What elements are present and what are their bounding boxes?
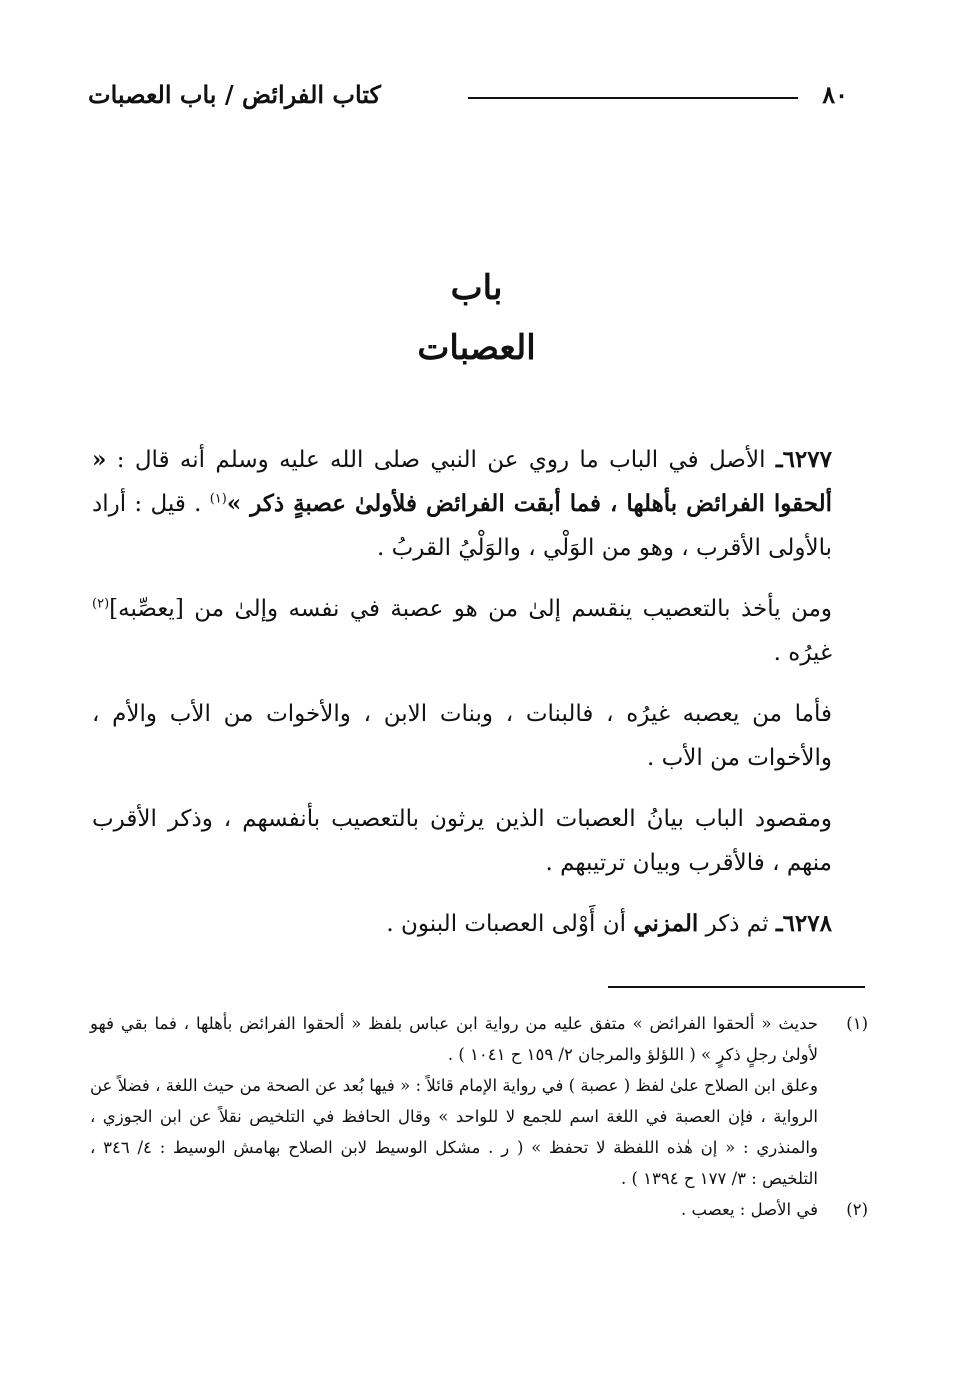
footnote-body xyxy=(90,1194,818,1225)
footnote-body xyxy=(90,1008,818,1194)
footnotes xyxy=(90,1008,868,1225)
chapter-heading-line1: باب xyxy=(450,268,503,308)
footnote-text: حديث « ألحقوا الفرائض » متفق عليه من رواية ابن عباس بلفظ « ألحقوا الفرائض بأهلها ، فما بقي فهو لأولىٰ رجلٍ ذكرٍ » ( اللؤلؤ والمرجان ٢/ ١٥٩ ح ١٠٤١ ) . xyxy=(90,1014,818,1064)
footnote-1 xyxy=(90,1008,868,1194)
footnote-mark: (٢) xyxy=(846,1200,868,1219)
footnote-ref-1[interactable]: (١) xyxy=(209,491,227,507)
running-title: كتاب الفرائض / باب العصبات xyxy=(88,80,381,109)
footnote-separator xyxy=(608,986,865,988)
footnote-ref-2[interactable]: (٢) xyxy=(92,596,110,612)
paragraph-tail: أن أَوْلى العصبات البنون . xyxy=(386,911,634,937)
footnote-2 xyxy=(90,1194,868,1225)
header-rule xyxy=(468,97,798,99)
issue-number: ٦٢٧٨ـ xyxy=(775,910,832,937)
paragraph-6277 xyxy=(92,438,832,570)
issue-number: ٦٢٧٧ـ xyxy=(775,446,832,473)
page-number: ٨٠ xyxy=(822,80,848,109)
paragraph-tail: غيرُه . xyxy=(773,640,832,666)
paragraph-taasib xyxy=(92,587,832,675)
chapter-heading-line2: العصبات xyxy=(417,328,536,368)
footnote-text-continued: وعلق ابن الصلاح علىٰ لفظ ( عصبة ) في رواية الإمام قائلاً : « فيها بُعد عن الصحة من حيث اللغة ، فضلاً عن الرواية ، فإن العصبة في اللغة اسم للجمع لا للواحد » وقال الحافظ في التلخيص نقلاً عن ابن الجوزي ، والمنذري : « إن هٰذه اللفظة لا تحفظ » ( ر . مشكل الوسيط لابن الصلاح بهامش الوسيط : ٤/ ٣٤٦ ، التلخيص : ٣/ ١٧٧ ح ١٣٩٤ ) . xyxy=(90,1076,818,1188)
paragraph-tail: . قيل : أراد بالأولى الأقرب ، وهو من الوَلْي ، والوَلْيُ القربُ . xyxy=(92,491,832,561)
page-header xyxy=(88,80,848,120)
paragraph-text: ومن يأخذ بالتعصيب ينقسم إلىٰ من هو عصبة في نفسه وإلىٰ من [يعصِّبه] xyxy=(109,596,832,622)
paragraph-banat: فأما من يعصبه غيرُه ، فالبنات ، وبنات الابن ، والأخوات من الأب والأم ، والأخوات من الأب . xyxy=(92,701,832,771)
paragraph-lead: ثم ذكر xyxy=(698,911,776,937)
hadith-quote: « ألحقوا الفرائض بأهلها ، فما أبقت الفرائض فلأولىٰ عصبةٍ ذكر » xyxy=(92,446,832,517)
footnote-text: في الأصل : يعصب . xyxy=(681,1200,818,1219)
paragraph-lead: الأصل في الباب ما روي عن النبي صلى الله عليه وسلم أنه قال : xyxy=(106,447,776,473)
paragraph-maqsud: ومقصود الباب بيانُ العصبات الذين يرثون بالتعصيب بأنفسهم ، وذكر الأقرب منهم ، فالأقرب وبيان ترتيبهم . xyxy=(92,806,832,876)
footnote-mark: (١) xyxy=(846,1014,868,1033)
chapter-heading xyxy=(0,258,953,378)
paragraph-6278 xyxy=(92,902,832,946)
main-text xyxy=(92,438,832,963)
scholar-name: المزني xyxy=(633,910,699,937)
